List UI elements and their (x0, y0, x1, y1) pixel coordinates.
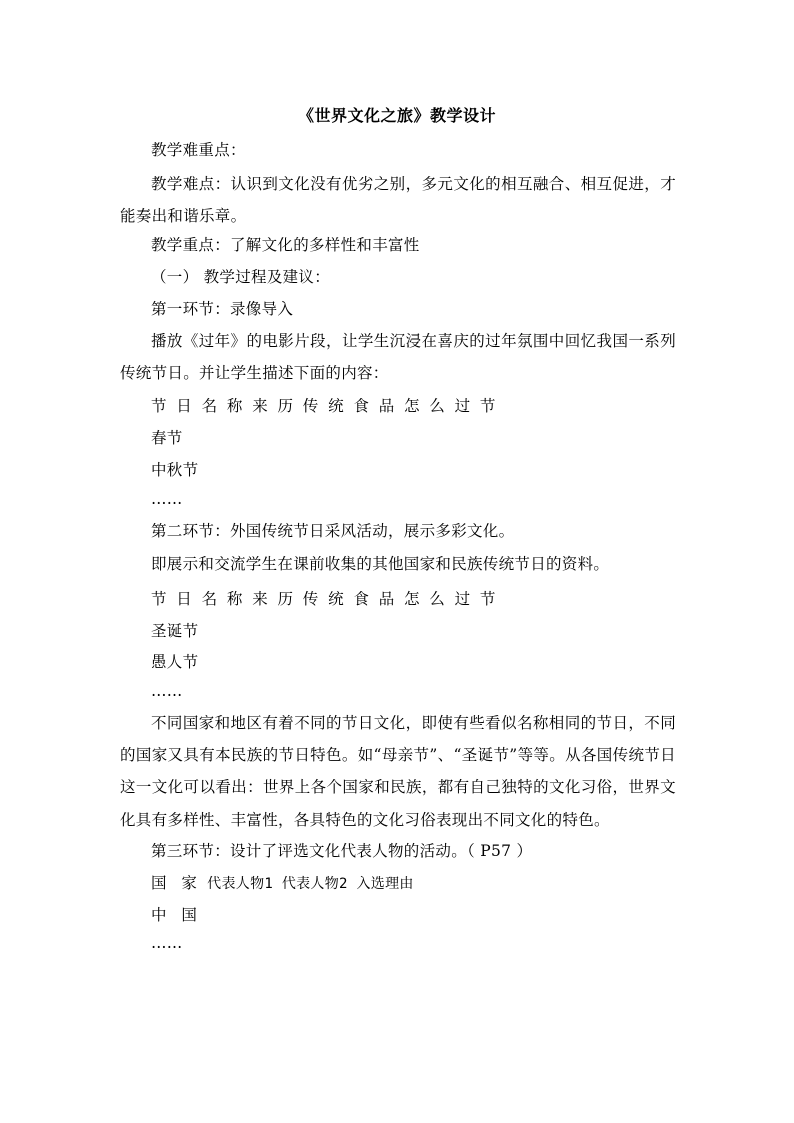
difficulty-paragraph: 教学难点：认识到文化没有优劣之别，多元文化的相互融合、相互促进，才能奏出和谐乐章。 (120, 175, 676, 226)
section3-table-header-rest: 代表人物1 代表人物2 入选理由 (207, 876, 414, 892)
process-heading: （一） 教学过程及建议： (151, 268, 331, 286)
section1-row-2: 中秋节 (151, 461, 199, 479)
difficulty-heading: 教学难重点： (151, 141, 246, 159)
section1-table-header: 节日名称来历传统食品怎么过节 (151, 397, 506, 415)
section1-row-1: 春节 (151, 429, 183, 447)
section1-heading: 第一环节：录像导入 (151, 300, 294, 318)
section2-summary: 不同国家和地区有着不同的节日文化，即使有些看似名称相同的节日，不同的国家又具有本民族的节日特色。如“母亲节”、“圣诞节”等等。从各国传统节日这一文化可以看出：世界上各个国家和民族，都有自己独特的文化习俗，世界文化具有多样性、丰富性，各具特色的文化习俗表现出不同文化的特色。 (120, 714, 676, 829)
section3-heading: 第三环节：设计了评选文化代表人物的活动。（ P57 ） (151, 842, 533, 860)
section2-text: 即展示和交流学生在课前收集的其他国家和民族传统节日的资料。 (151, 555, 610, 573)
document-title: 《世界文化之旅》教学设计 (297, 106, 496, 125)
section1-paragraph: 播放《过年》的电影片段，让学生沉浸在喜庆的过年氛围中回忆我国一系列传统节日。并让学生描述下面的内容： (120, 332, 676, 383)
section3-ellipsis: …… (151, 934, 183, 952)
section2-row-2: 愚人节 (151, 653, 199, 671)
key-point: 教学重点：了解文化的多样性和丰富性 (151, 236, 420, 254)
section3-row-1: 中 国 (151, 906, 202, 924)
section3-table-header (151, 870, 414, 897)
section2-row-1: 圣诞节 (151, 622, 199, 640)
section3-table-header-country: 国 家 (151, 874, 202, 892)
section2-ellipsis: …… (151, 682, 183, 700)
section2-heading: 第二环节：外国传统节日采风活动，展示多彩文化。 (151, 522, 515, 540)
section2-table-header: 节日名称来历传统食品怎么过节 (151, 590, 506, 608)
section1-ellipsis: …… (151, 490, 183, 508)
